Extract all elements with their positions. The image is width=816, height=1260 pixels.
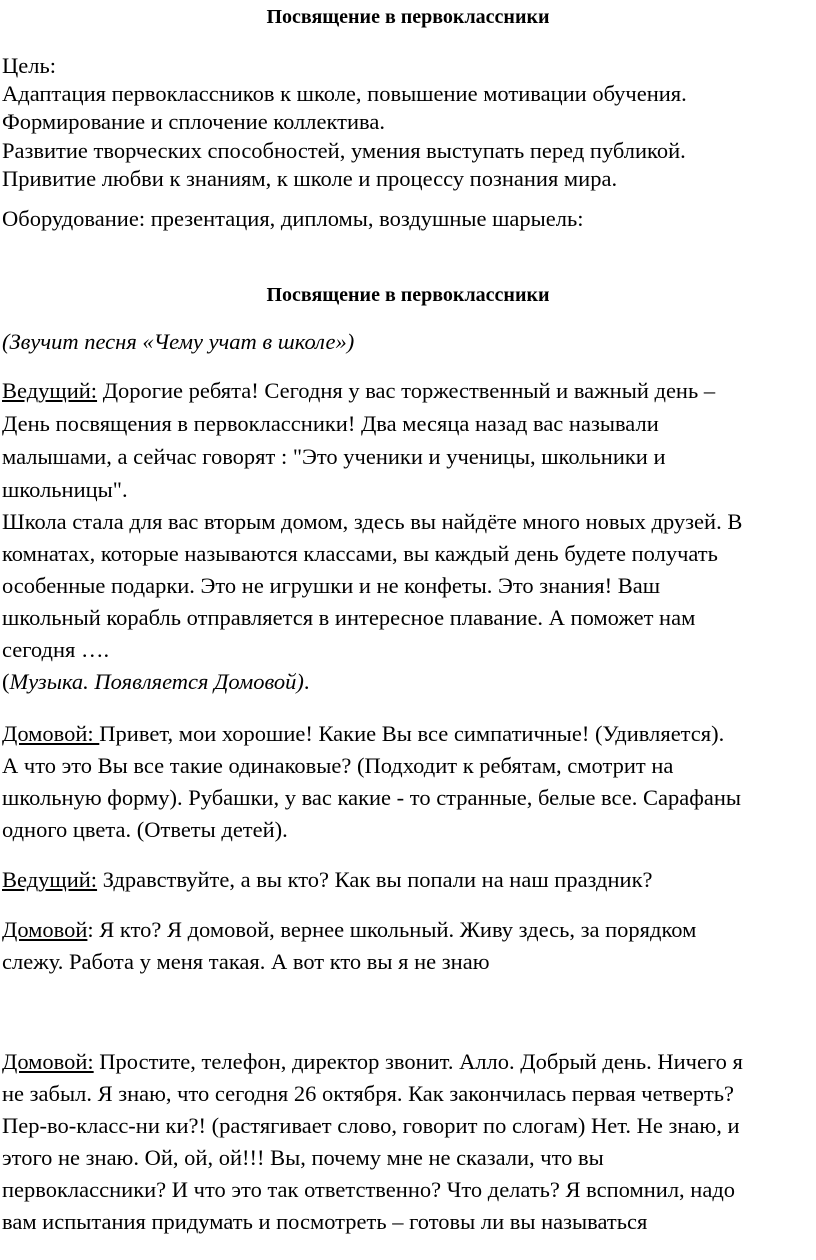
goal-item: Привитие любви к знаниям, к школе и процессу познания мира. (2, 166, 618, 191)
speech-line: А что это Вы все такие одинаковые? (Подходит к ребятам, смотрит на (2, 753, 674, 778)
speech-text: Простите, телефон, директор звонит. Алло. Добрый день. Ничего я (93, 1049, 743, 1074)
speech-line: школьный корабль отправляется в интересное плавание. А поможет нам (2, 605, 696, 630)
speech-line: первоклассники? И что это так ответственно? Что делать? Я вспомнил, надо (2, 1177, 736, 1202)
speech-line: Пер-во-класс-ни ки?! (растягивает слово, говорит по слогам) Нет. Не знаю, и (2, 1113, 740, 1138)
speech-line: этого не знаю. Ой, ой, ой!!! Вы, почему мне не сказали, что вы (2, 1145, 604, 1170)
speech-text: Здравствуйте, а вы кто? Как вы попали на наш праздник? (97, 867, 653, 892)
speaker-label: Домовой: (2, 721, 100, 746)
goal-item: Адаптация первоклассников к школе, повышение мотивации обучения. (2, 81, 687, 106)
speech-line: малышами, а сейчас говорят : "Это ученики и ученицы, школьники и (2, 444, 666, 469)
speech-line: сегодня …. (2, 637, 110, 662)
speech-text: Привет, мои хорошие! Какие Вы все симпатичные! (Удивляется). (99, 721, 725, 746)
speaker-label: Домовой: (2, 1049, 94, 1074)
speech-line (2, 377, 715, 404)
speech-line: слежу. Работа у меня такая. А вот кто вы я не знаю (2, 949, 490, 974)
speech-text: : Я кто? Я домовой, вернее школьный. Живу здесь, за порядком (87, 917, 697, 942)
speech-line (2, 866, 653, 893)
section-title: Посвящение в первоклассники (266, 284, 550, 306)
speech-line (2, 1048, 743, 1075)
equipment-line: Оборудование: презентация, дипломы, воздушные шарыель: (2, 206, 584, 231)
goal-item: Развитие творческих способностей, умения выступать перед публикой. (2, 138, 686, 163)
speaker-label: Ведущий: (2, 867, 98, 892)
speech-line (2, 916, 696, 943)
speaker-label: Домовой (2, 917, 88, 942)
speech-line: особенные подарки. Это не игрушки и не конфеты. Это знания! Ваш (2, 573, 661, 598)
speech-line: Школа стала для вас вторым домом, здесь вы найдёте много новых друзей. В (2, 509, 743, 534)
speech-line: не забыл. Я знаю, что сегодня 26 октября. Как закончилась первая четверть? (2, 1081, 734, 1106)
page-title: Посвящение в первоклассники (266, 6, 550, 28)
speech-line: школьницы". (2, 477, 128, 502)
speech-text: Дорогие ребята! Сегодня у вас торжественный и важный день – (97, 378, 716, 403)
speech-line: школьную форму). Рубашки, у вас какие - то странные, белые все. Сарафаны (2, 785, 741, 810)
goal-item: Формирование и сплочение коллектива. (2, 109, 385, 134)
speech-line: одного цвета. (Ответы детей). (2, 817, 288, 842)
stage-direction-song: (Звучит песня «Чему учат в школе») (2, 329, 355, 354)
speech-line: вам испытания придумать и посмотреть – готовы ли вы называться (2, 1209, 648, 1234)
speech-line: комнатах, которые называются классами, вы каждый день будете получать (2, 541, 718, 566)
goal-label: Цель: (2, 53, 56, 78)
speech-line (2, 720, 724, 747)
stage-direction-music: (Музыка. Появляется Домовой). (2, 669, 310, 694)
speech-line: День посвящения в первоклассники! Два месяца назад вас называли (2, 411, 659, 436)
speaker-label: Ведущий: (2, 378, 98, 403)
